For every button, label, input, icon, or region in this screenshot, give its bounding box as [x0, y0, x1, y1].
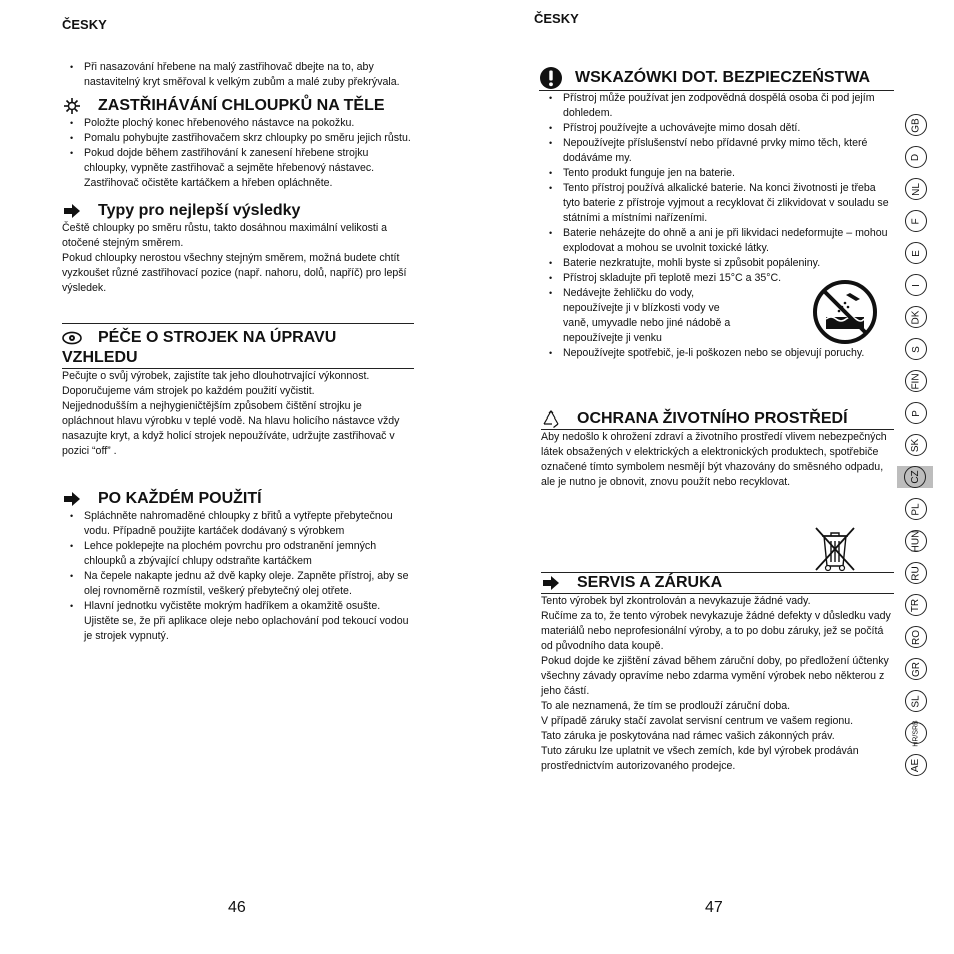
language-tab-p[interactable]	[905, 402, 927, 424]
list-item: • Spláchněte nahromaděné chloupky z břitů a vytřepte přebytečnou vodu. Případně použijte kartáček dodávaný s výrobkem	[84, 509, 414, 539]
paragraph: Pokud dojde ke zjištění závad během záruční doby, po předložení účtenky všechny závady opravíme nebo zdarma vymění výrobek nebo některou z jeho částí.	[541, 655, 889, 697]
language-tab-label: CZ	[904, 466, 926, 488]
list-item: • Lehce poklepejte na plochém povrchu pro odstranění jemných chloupků a zbývající chlupy odstraňte kartáčkem	[84, 539, 414, 569]
paragraph: Tuto záruku lze uplatnit ve všech zemích, kde byl výrobek prodáván prostřednictvím autorizovaného prodejce.	[541, 745, 859, 772]
list-item: • Pokud dojde během zastřihování k zanesení hřebene strojku chloupky, vypněte zastřihovač a sejměte hřebenový nástavec. Zastřihovač očistěte kartáčkem a hřeben opláchněte.	[84, 146, 414, 191]
warning-icon	[539, 66, 563, 90]
list-item: • Položte plochý konec hřebenového nástavce na pokožku.	[84, 116, 414, 131]
language-tab-ru[interactable]	[905, 562, 927, 584]
body-trimming-list	[62, 116, 414, 191]
language-tab-s[interactable]	[905, 338, 927, 360]
list-item: • Na čepele nakapte jednu až dvě kapky oleje. Zapněte přístroj, aby se olej rovnoměrně rozmístil, veškerý přebytečný olej otřete.	[84, 569, 414, 599]
language-tab-hun[interactable]	[905, 530, 927, 552]
language-tab-e[interactable]	[905, 242, 927, 264]
language-header-right: ČESKY	[534, 11, 579, 26]
language-tab-cz[interactable]	[897, 466, 933, 488]
arrow-right-icon	[62, 201, 82, 221]
language-tab-label: RU	[910, 565, 922, 581]
section-heading-safety	[539, 66, 894, 91]
language-tab-sk[interactable]	[905, 434, 927, 456]
paragraph: Pečujte o svůj výrobek, zajistíte tak jeho dlouhotrvající výkonnost. Doporučujeme vám strojek po každém použití vyčistit.	[62, 370, 370, 397]
paragraph: Čeště chloupky po směru růstu, takto dosáhnou maximální velikosti a otočené stejným směrem.	[62, 222, 388, 249]
language-tab-label: AE	[910, 758, 922, 772]
language-tab-sl[interactable]	[905, 690, 927, 712]
language-tab-label: GR	[910, 661, 922, 677]
right-column	[541, 66, 894, 774]
section-title: SERVIS A ZÁRUKA	[577, 574, 723, 591]
list-item: • Přístroj skladujte při teplotě mezi 15°C a 35°C.	[563, 271, 894, 286]
language-tab-gr[interactable]	[905, 658, 927, 680]
list-item: • Pomalu pohybujte zastřihovačem skrz chloupky po směru jejich růstu.	[84, 131, 414, 146]
language-tab-gb[interactable]	[905, 114, 927, 136]
section-title: WSKAZÓWKI DOT. BEZPIECZEŃSTWA	[575, 69, 871, 86]
intro-list	[62, 60, 414, 90]
language-tab-label: P	[910, 409, 922, 417]
list-item: • Nepoužívejte příslušenství nebo přídavné prvky mimo těch, které dodáváme my.	[563, 136, 894, 166]
language-tab-label: HR/SRB	[912, 719, 920, 747]
language-tab-label: NL	[910, 182, 922, 196]
paragraph: Ujistěte se, že při aplikace oleje nebo oplachování pod tekoucí vodou je strojek vypnutý.	[84, 615, 409, 642]
language-tab-ae[interactable]	[905, 754, 927, 776]
language-tab-label: PL	[910, 502, 922, 516]
list-item: • Při nasazování hřebene na malý zastřihovač dbejte na to, aby nastavitelný kryt směřoval k velkým zubům a malé zuby překrývala.	[84, 60, 414, 90]
list-item: • Nedávejte žehličku do vody, nepoužívejte ji v blízkosti vody ve vaně, umyvadle nebo jiné nádobě a nepoužívejte ji venku	[563, 286, 733, 346]
language-tab-ro[interactable]	[905, 626, 927, 648]
language-tab-f[interactable]	[905, 210, 927, 232]
section-heading-care	[62, 323, 414, 369]
language-tab-fin[interactable]	[905, 370, 927, 392]
recycle-icon	[541, 409, 561, 429]
language-tab-label: I	[910, 283, 922, 287]
list-item: • Tento produkt funguje jen na baterie.	[563, 166, 894, 181]
language-tab-label: DK	[910, 310, 922, 324]
paragraph: Nejjednodušším a nejhygieničtějším způsobem čištění strojku je opláchnout hlavu výrobku v teplé vodě. Na hlavu holicího nástavce vždy nasazujte kryt, a když holicí strojek nepoužíváte, udržujte zastřihovač v pozici “off” .	[62, 400, 400, 457]
list-item: • Nepoužívejte spotřebič, je-li poškozen nebo se objevují poruchy.	[563, 346, 894, 361]
section-title: Typy pro nejlepší výsledky	[98, 202, 301, 219]
language-header-left: ČESKY	[62, 17, 107, 32]
page-number-right: 47	[705, 899, 723, 916]
language-tab-label: TR	[910, 598, 922, 612]
language-tab-label: RO	[910, 629, 922, 645]
no-water-symbol	[812, 279, 878, 345]
section-heading-warranty	[541, 572, 894, 594]
language-tabs	[897, 114, 933, 786]
weee-bin-symbol	[812, 524, 858, 574]
language-tab-i[interactable]	[905, 274, 927, 296]
language-tab-d[interactable]	[905, 146, 927, 168]
list-item: • Tento přístroj používá alkalické baterie. Na konci životnosti je třeba tyto baterie z přístroje vyjmout a recyklovat či zlikvidovat v souladu se státními a místními nařízeními.	[563, 181, 894, 226]
after-use-list	[62, 509, 414, 614]
language-tab-label: D	[910, 153, 922, 161]
list-item: • Přístroj může používat jen zodpovědná dospělá osoba či pod jejím dohledem.	[563, 91, 894, 121]
section-title: PÉČE O STROJEK NA ÚPRAVU VZHLEDU	[62, 329, 337, 366]
paragraph: Pokud chloupky nerostou všechny stejným směrem, možná budete chtít vyzkoušet různé zastřihovací pozice (např. nahoru, dolů, napříč) pro lepší výsledek.	[62, 252, 407, 294]
list-item: • Přístroj používejte a uchovávejte mimo dosah dětí.	[563, 121, 894, 136]
page-number-left: 46	[228, 899, 246, 916]
paragraph: Aby nedošlo k ohrožení zdraví a životního prostředí vlivem nebezpečných látek obsažených v elektrických a elektronických produktech, spotřebiče označené tímto symbolem nesmějí být vhazovány do směsného odpadu, ale je nutno je obnovit, znovu použít nebo recyklovat.	[541, 431, 887, 488]
paragraph: Ručíme za to, že tento výrobek nevykazuje žádné defekty v důsledku vady materiálů nebo neprofesionální výroby, a to po dobu záruky, jež se počítá od původního data koupě.	[541, 610, 891, 652]
language-tab-pl[interactable]	[905, 498, 927, 520]
section-title: ZASTŘIHÁVÁNÍ CHLOUPKŮ NA TĚLE	[98, 97, 385, 114]
list-item: • Baterie neházejte do ohně a ani je při likvidaci nedeformujte – mohou explodovat a mohou se uvolnit toxické látky.	[563, 226, 894, 256]
paragraph: V případě záruky stačí zavolat servisní centrum ve vašem regionu.	[541, 715, 854, 727]
language-tab-label: HUN	[910, 530, 922, 552]
language-tab-label: GB	[910, 117, 922, 133]
section-title: PO KAŽDÉM POUŽITÍ	[98, 490, 262, 507]
sparkle-icon	[62, 96, 82, 116]
list-item: • Baterie nezkratujte, mohli byste si způsobit popáleniny.	[563, 256, 894, 271]
arrow-right-icon	[62, 489, 82, 509]
language-tab-label: F	[910, 217, 922, 225]
list-item: • Hlavní jednotku vyčistěte mokrým hadříkem a okamžitě osušte.	[84, 599, 414, 614]
section-heading-environment	[541, 409, 894, 430]
section-heading-body-trimming	[62, 96, 414, 116]
left-column	[62, 60, 414, 644]
section-heading-tips	[62, 201, 414, 221]
language-tab-label: FIN	[910, 372, 922, 390]
paragraph: Tento výrobek byl zkontrolován a nevykazuje žádné vady.	[541, 595, 811, 607]
language-tab-label: SL	[910, 694, 922, 708]
paragraph: Tato záruka je poskytována nad rámec vašich zákonných práv.	[541, 730, 835, 742]
section-heading-after-use	[62, 489, 414, 509]
language-tab-hr-srb[interactable]	[905, 719, 927, 747]
language-tab-label: S	[910, 345, 922, 353]
language-tab-label: E	[910, 249, 922, 257]
language-tab-dk[interactable]	[905, 306, 927, 328]
language-tab-nl[interactable]	[905, 178, 927, 200]
arrow-right-icon	[541, 573, 561, 593]
language-tab-tr[interactable]	[905, 594, 927, 616]
section-title: OCHRANA ŽIVOTNÍHO PROSTŘEDÍ	[577, 410, 848, 427]
paragraph: To ale neznamená, že tím se prodlouží záruční doba.	[541, 700, 791, 712]
language-tab-label: SK	[910, 438, 922, 452]
